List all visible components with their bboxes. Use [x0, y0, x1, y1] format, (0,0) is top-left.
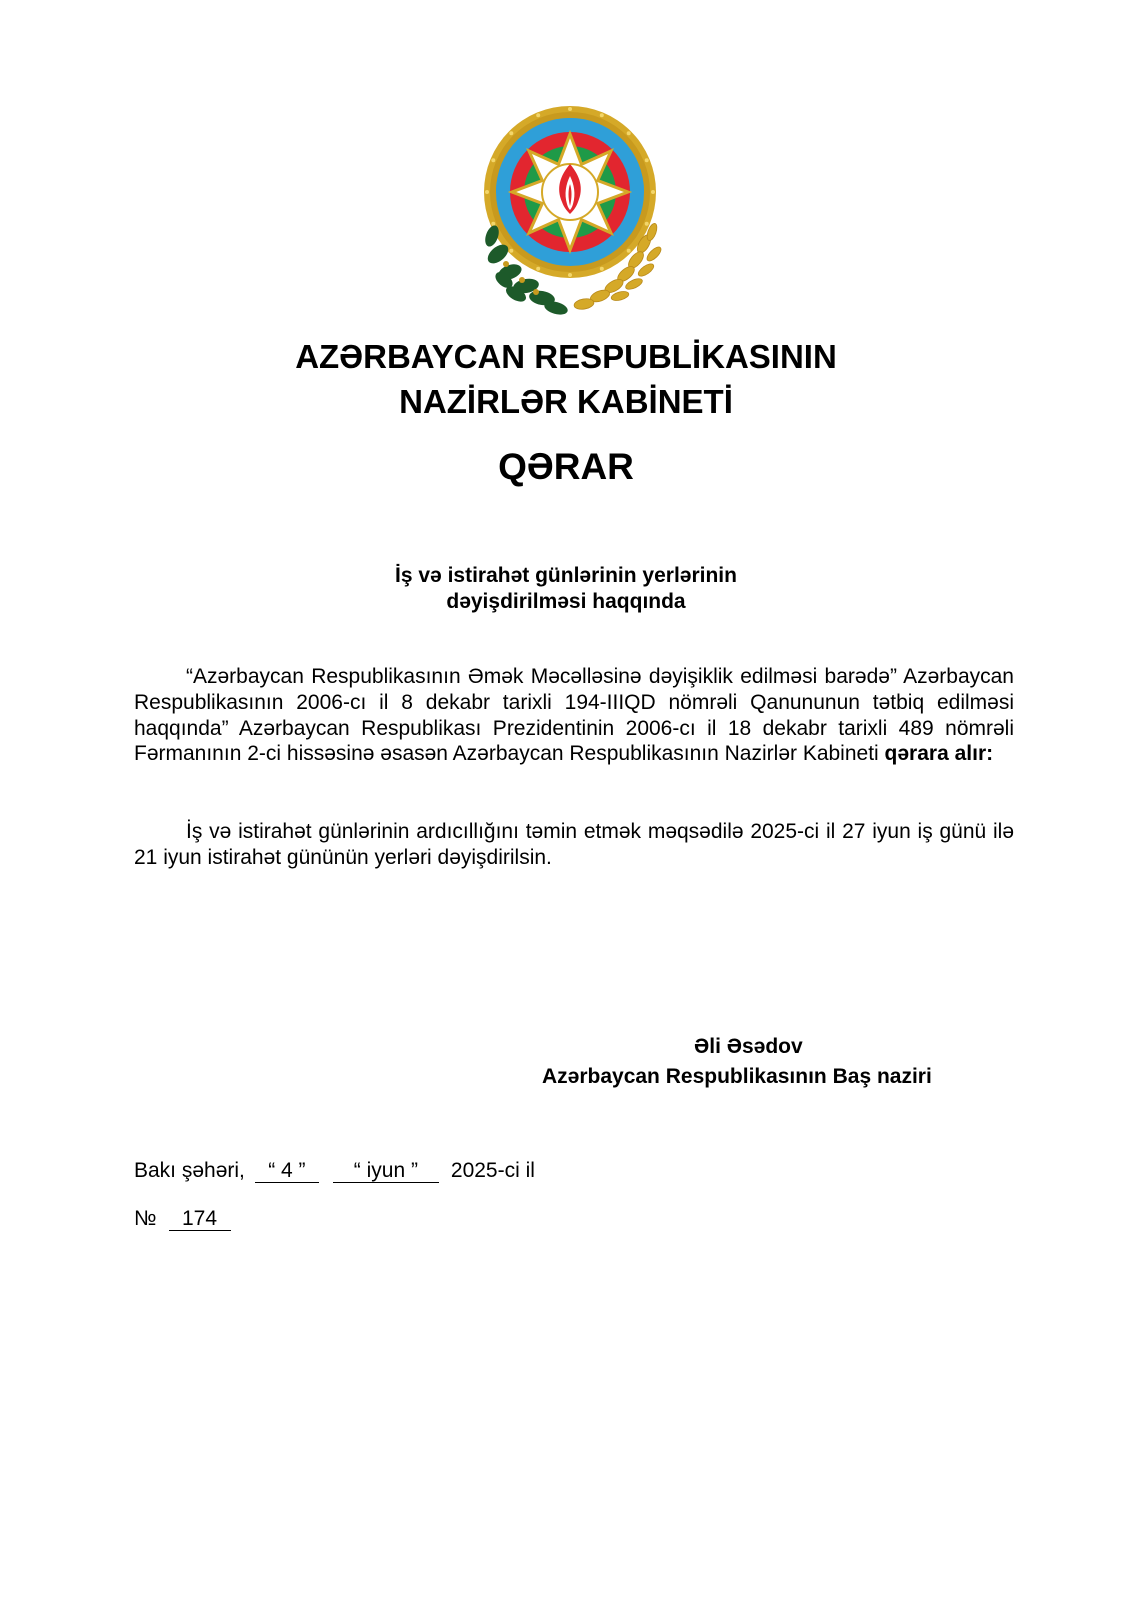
document-type: QƏRAR	[498, 446, 634, 487]
subject-line-2: dəyişdirilməsi haqqında	[446, 590, 686, 613]
date-month: “ iyun ”	[333, 1160, 439, 1183]
document-number: 174	[169, 1208, 231, 1231]
date-day: “ 4 ”	[255, 1160, 319, 1183]
place-label: Bakı şəhəri,	[134, 1159, 245, 1182]
document-number-line	[134, 1206, 231, 1232]
date-year: 2025-ci il	[450, 1159, 535, 1182]
issuer-line-1: AZƏRBAYCAN RESPUBLİKASININ	[295, 338, 837, 375]
signatory-title: Azərbaycan Respublikasının Baş naziri	[542, 1065, 932, 1088]
preamble-text: “Azərbaycan Respublikasının Əmək Məcəlləsinə dəyişiklik edilməsi barədə” Azərbaycan Respublikasının 2006-cı il 8 dekabr tarixli 194-IIIQD nömrəli Qanununun tətbiq edilməsi haqqında” Azərbaycan Respublikası Prezidentinin 2006-cı il 18 dekabr tarixli 489 nömrəli Fərmanının 2-ci hissəsinə əsasən Azərbaycan Respublikasının Nazirlər Kabineti	[134, 665, 1014, 766]
issuer-line-2: NAZİRLƏR KABİNETİ	[399, 383, 733, 420]
number-sign: №	[134, 1207, 157, 1230]
place-date-line	[134, 1158, 535, 1184]
azerbaijan-state-emblem-icon	[476, 104, 664, 318]
resolution-paragraph: İş və istirahət günlərinin ardıcıllığını təmin etmək məqsədilə 2025-ci il 27 iyun iş günü ilə 21 iyun istirahət gününün yerləri dəyişdirilsin.	[134, 820, 1014, 869]
preamble-paragraph	[134, 664, 1014, 767]
subject-line-1: İş və istirahət günlərinin yerlərinin	[395, 564, 737, 587]
resolution-phrase: qərara alır:	[884, 742, 994, 766]
signatory-name: Əli Əsədov	[694, 1035, 803, 1058]
